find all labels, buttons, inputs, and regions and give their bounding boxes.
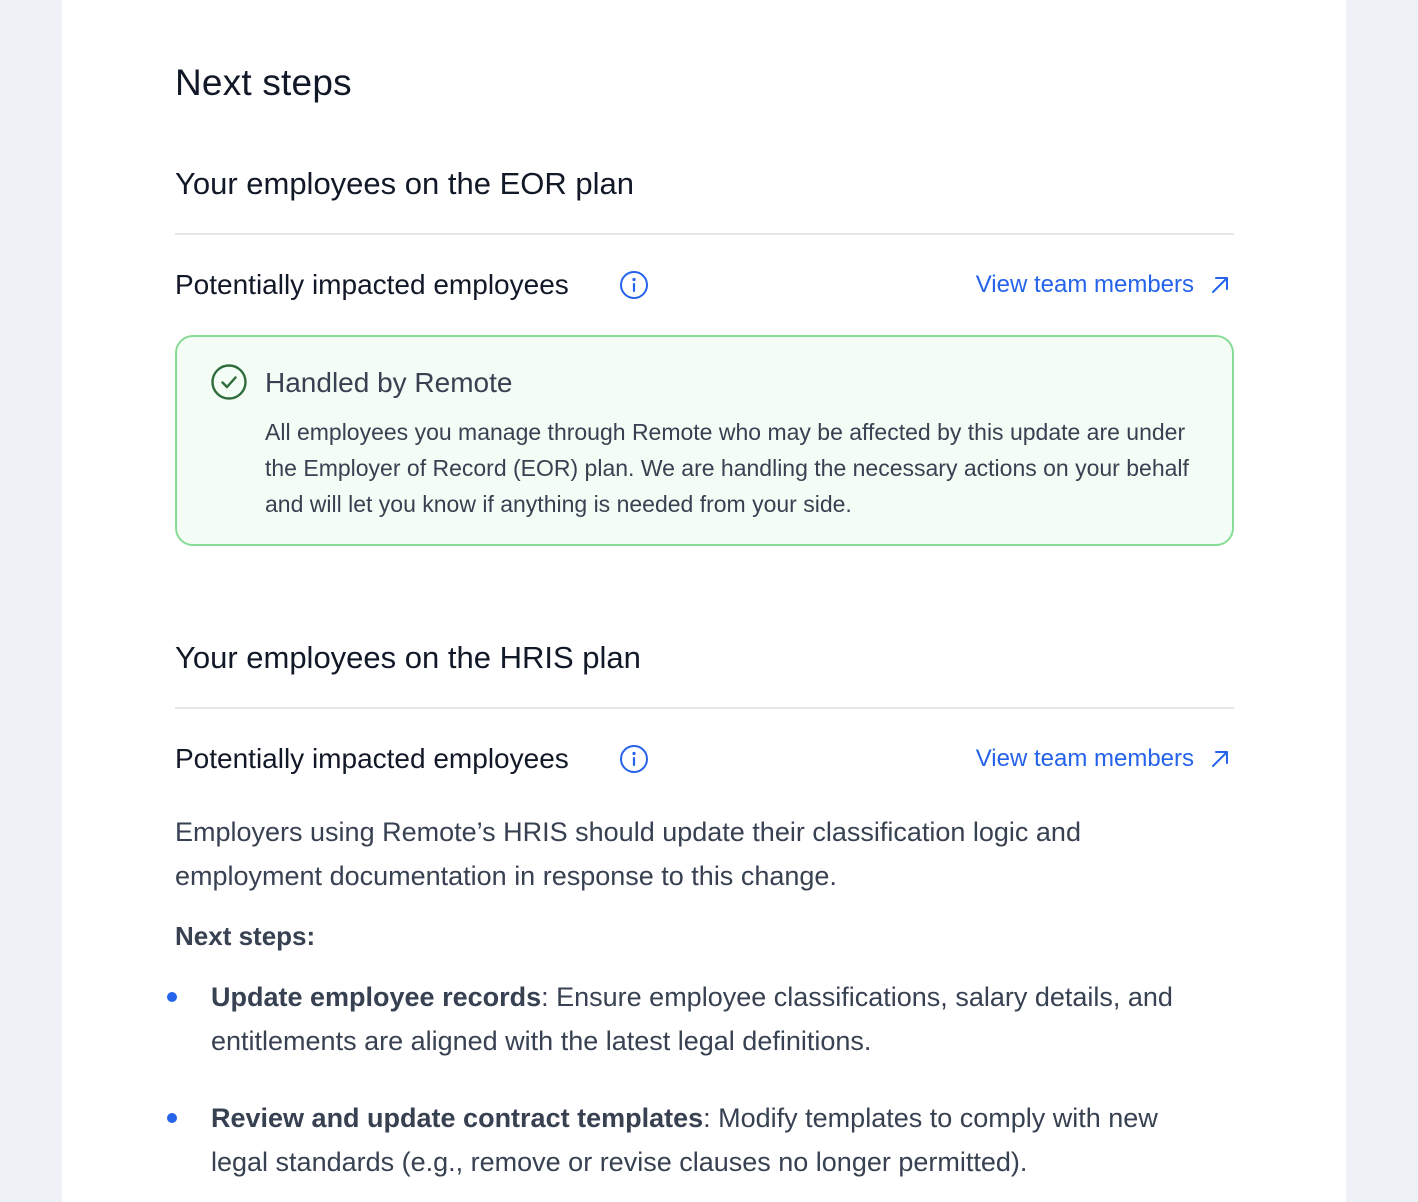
eor-section-title: Your employees on the EOR plan <box>175 166 634 201</box>
arrow-up-right-icon <box>1208 747 1232 771</box>
next-steps-label: Next steps: <box>175 921 316 951</box>
step-text <box>211 1096 1211 1184</box>
eor-view-team-members-link[interactable] <box>976 267 1232 303</box>
hris-view-team-members-label: View team members <box>975 745 1194 772</box>
step-title: Update employee records <box>211 982 542 1012</box>
step-text <box>211 975 1211 1063</box>
eor-impacted-title: Potentially impacted employees <box>175 269 569 300</box>
page-title: Next steps <box>175 62 352 103</box>
info-icon[interactable] <box>619 744 649 774</box>
hris-divider <box>175 707 1234 709</box>
arrow-up-right-icon <box>1208 273 1232 297</box>
hris-impacted-title: Potentially impacted employees <box>175 743 569 774</box>
bullet-dot <box>167 992 177 1002</box>
check-circle-icon <box>210 363 248 401</box>
info-icon[interactable] <box>619 270 649 300</box>
step-description: : Modify templates to comply with new legal standards (e.g., remove or revise clauses no longer permitted). <box>211 1103 1158 1177</box>
bullet-dot <box>167 1113 177 1123</box>
hris-section-title: Your employees on the HRIS plan <box>175 640 641 675</box>
notice-body: All employees you manage through Remote who may be affected by this update are under the Employer of Record (EOR) plan. We are handling the necessary actions on your behalf and will let you know if anything is needed from your side. <box>265 419 1189 517</box>
hris-description: Employers using Remote’s HRIS should update their classification logic and employment documentation in response to this change. <box>175 817 1081 891</box>
handled-by-remote-notice <box>175 335 1234 546</box>
eor-view-team-members-label: View team members <box>975 271 1194 298</box>
hris-view-team-members-link[interactable] <box>976 741 1232 777</box>
eor-divider <box>175 233 1234 235</box>
hris-subheader <box>175 741 1234 777</box>
notice-title: Handled by Remote <box>265 367 513 398</box>
step-title: Review and update contract templates <box>211 1103 704 1133</box>
eor-subheader <box>175 267 1234 303</box>
main-panel <box>62 0 1346 1202</box>
step-description: : Ensure employee classifications, salary details, and entitlements are aligned with the latest legal definitions. <box>211 982 1173 1056</box>
